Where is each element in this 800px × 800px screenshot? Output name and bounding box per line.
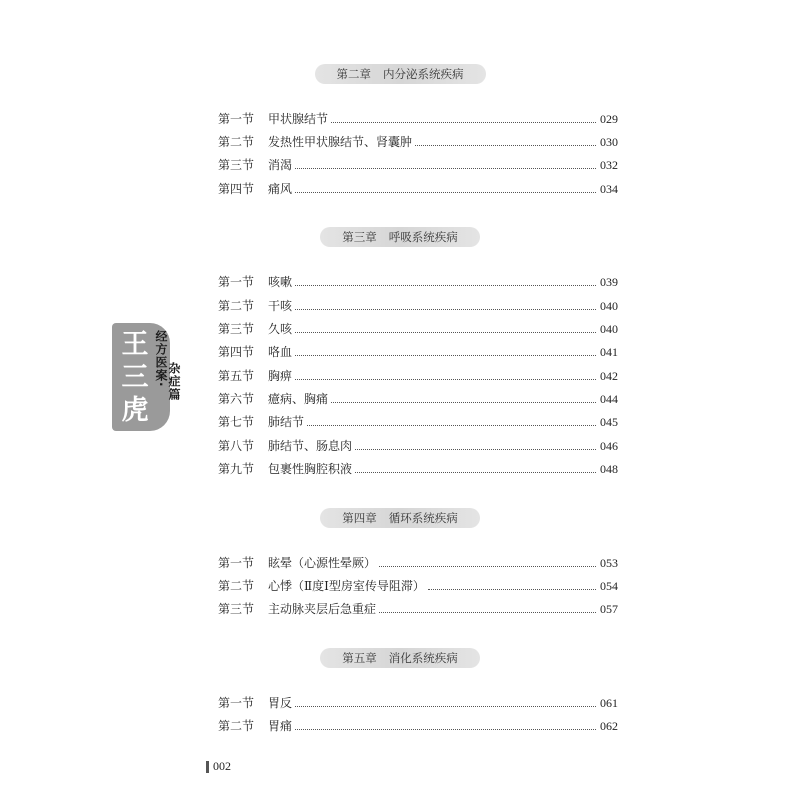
section-title: 消渴 bbox=[268, 158, 293, 172]
page-marker-bar bbox=[206, 761, 209, 773]
section-title: 痛风 bbox=[268, 182, 293, 196]
dot-leader bbox=[295, 309, 596, 310]
toc-entry[interactable] bbox=[218, 694, 618, 712]
dot-leader bbox=[295, 285, 596, 286]
dot-leader bbox=[355, 472, 596, 473]
section-number: 第七节 bbox=[218, 415, 255, 429]
section-number: 第六节 bbox=[218, 392, 255, 406]
page-footer bbox=[206, 759, 231, 774]
section-title: 发热性甲状腺结节、肾囊肿 bbox=[268, 135, 413, 149]
author-char: 王 bbox=[121, 329, 149, 360]
toc-entry[interactable] bbox=[218, 297, 618, 315]
page-number: 034 bbox=[600, 182, 618, 196]
toc-entry[interactable] bbox=[218, 180, 618, 198]
dot-leader bbox=[295, 729, 596, 730]
section-title: 胸痹 bbox=[268, 369, 293, 383]
page-number: 053 bbox=[600, 556, 618, 570]
section-title: 胃反 bbox=[268, 696, 293, 710]
dot-leader bbox=[331, 402, 596, 403]
section-title: 主动脉夹层后急重症 bbox=[268, 602, 377, 616]
chapter-pill bbox=[320, 508, 480, 528]
chapter-title: 消化系统疾病 bbox=[388, 651, 458, 665]
toc-entry[interactable] bbox=[218, 577, 618, 595]
chapter-heading bbox=[0, 507, 800, 528]
page-number: 042 bbox=[600, 369, 618, 383]
section-number: 第五节 bbox=[218, 369, 255, 383]
chapter-number: 第二章 bbox=[336, 67, 371, 81]
section-title: 胃痛 bbox=[268, 719, 293, 733]
page-number: 048 bbox=[600, 462, 618, 476]
toc-entry[interactable] bbox=[218, 460, 618, 478]
toc-entry[interactable] bbox=[218, 600, 618, 618]
section-title: 干咳 bbox=[268, 299, 293, 313]
dot-leader bbox=[295, 192, 596, 193]
section-number: 第一节 bbox=[218, 275, 255, 289]
author-calligraphy bbox=[117, 330, 153, 426]
toc-entry[interactable] bbox=[218, 156, 618, 174]
dot-leader bbox=[331, 122, 596, 123]
section-number: 第二节 bbox=[218, 299, 255, 313]
section-title: 肺结节 bbox=[268, 415, 305, 429]
section-title: 咳嗽 bbox=[268, 275, 293, 289]
author-char: 虎 bbox=[121, 395, 149, 426]
page-number: 044 bbox=[600, 392, 618, 406]
chapter-title: 呼吸系统疾病 bbox=[388, 230, 458, 244]
dot-leader bbox=[295, 379, 596, 380]
dot-leader bbox=[415, 145, 596, 146]
toc-entry[interactable] bbox=[218, 273, 618, 291]
page-number: 054 bbox=[600, 579, 618, 593]
dot-leader bbox=[379, 566, 596, 567]
dot-leader bbox=[379, 612, 596, 613]
page-number: 032 bbox=[600, 158, 618, 172]
page-number: 041 bbox=[600, 345, 618, 359]
section-number: 第四节 bbox=[218, 182, 255, 196]
page-number: 030 bbox=[600, 135, 618, 149]
dot-leader bbox=[307, 425, 596, 426]
chapter-heading bbox=[0, 226, 800, 247]
chapter-heading bbox=[0, 63, 800, 84]
toc-entry[interactable] bbox=[218, 390, 618, 408]
section-title: 心悸（Ⅱ度Ⅰ型房室传导阻滞） bbox=[268, 579, 425, 593]
section-title: 眩晕（心源性晕厥） bbox=[268, 556, 377, 570]
section-number: 第一节 bbox=[218, 112, 255, 126]
page-number: 057 bbox=[600, 602, 618, 616]
dot-leader bbox=[295, 706, 596, 707]
toc-entry[interactable] bbox=[218, 320, 618, 338]
chapter-title: 内分泌系统疾病 bbox=[383, 67, 464, 81]
footer-page-number: 002 bbox=[213, 759, 231, 773]
page-number: 061 bbox=[600, 696, 618, 710]
toc-entry[interactable] bbox=[218, 717, 618, 735]
author-char: 三 bbox=[121, 362, 149, 393]
section-number: 第二节 bbox=[218, 135, 255, 149]
page-number: 046 bbox=[600, 439, 618, 453]
chapter-pill bbox=[320, 648, 480, 668]
section-number: 第四节 bbox=[218, 345, 255, 359]
chapter-number: 第五章 bbox=[342, 651, 377, 665]
toc-entry[interactable] bbox=[218, 437, 618, 455]
title-separator: · bbox=[154, 382, 168, 388]
toc-entry[interactable] bbox=[218, 554, 618, 572]
toc-entry[interactable] bbox=[218, 110, 618, 128]
page-number: 040 bbox=[600, 299, 618, 313]
page-number: 029 bbox=[600, 112, 618, 126]
section-title: 咯血 bbox=[268, 345, 293, 359]
chapter-number: 第四章 bbox=[342, 511, 377, 525]
section-number: 第一节 bbox=[218, 696, 255, 710]
page-number: 062 bbox=[600, 719, 618, 733]
dot-leader bbox=[295, 355, 596, 356]
toc-entry[interactable] bbox=[218, 413, 618, 431]
section-title: 癔病、胸痛 bbox=[268, 392, 329, 406]
dot-leader bbox=[428, 589, 596, 590]
chapter-title: 循环系统疾病 bbox=[388, 511, 458, 525]
sub-title: 杂症篇 bbox=[167, 362, 181, 401]
section-title: 肺结节、肠息肉 bbox=[268, 439, 353, 453]
series-title: 经方医案· bbox=[154, 330, 168, 388]
dot-leader bbox=[295, 168, 596, 169]
section-number: 第二节 bbox=[218, 719, 255, 733]
section-title: 甲状腺结节 bbox=[268, 112, 329, 126]
section-number: 第三节 bbox=[218, 322, 255, 336]
section-number: 第九节 bbox=[218, 462, 255, 476]
section-number: 第八节 bbox=[218, 439, 255, 453]
page-number: 039 bbox=[600, 275, 618, 289]
dot-leader bbox=[355, 449, 596, 450]
section-number: 第三节 bbox=[218, 602, 255, 616]
dot-leader bbox=[295, 332, 596, 333]
toc-entry[interactable] bbox=[218, 133, 618, 151]
section-title: 包裹性胸腔积液 bbox=[268, 462, 353, 476]
chapter-pill bbox=[320, 227, 480, 247]
section-number: 第二节 bbox=[218, 579, 255, 593]
chapter-number: 第三章 bbox=[342, 230, 377, 244]
section-number: 第三节 bbox=[218, 158, 255, 172]
page-number: 045 bbox=[600, 415, 618, 429]
toc-entry[interactable] bbox=[218, 367, 618, 385]
section-number: 第一节 bbox=[218, 556, 255, 570]
section-title: 久咳 bbox=[268, 322, 293, 336]
chapter-pill bbox=[315, 64, 486, 84]
toc-entry[interactable] bbox=[218, 343, 618, 361]
chapter-heading bbox=[0, 647, 800, 668]
page-number: 040 bbox=[600, 322, 618, 336]
